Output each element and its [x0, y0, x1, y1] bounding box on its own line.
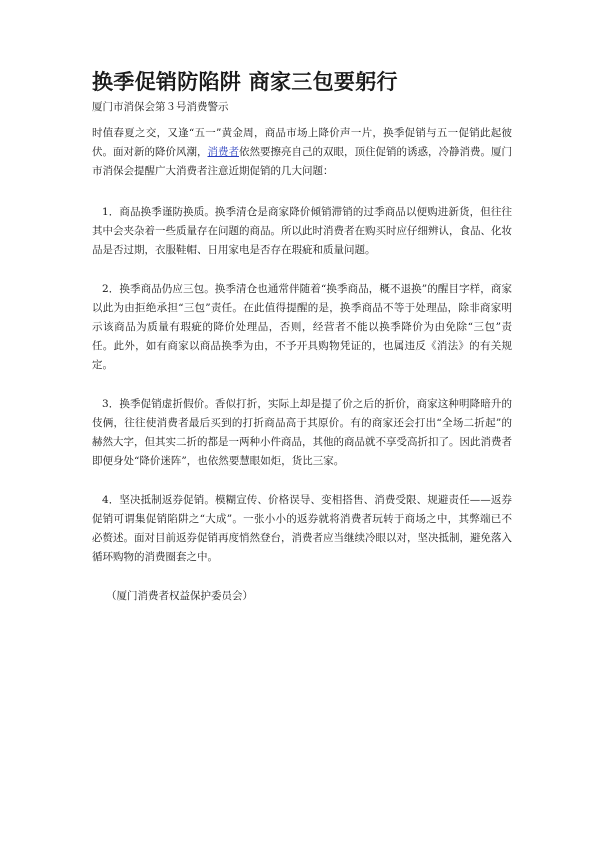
- point-paragraph-2: 2．换季商品仍应三包。换季清仓也通常伴随着“换季商品，概不退换”的醒目字样，商家以此为由拒绝承担“三包”责任。在此值得提醒的是，换季商品不等于处理品，除非商家明示该商品为质量有瑕疵的降价处理品，否则，经营者不能以换季降价为由免除“三包”责任。此外，如有商家以商品换季为由，不予开具购物凭证的，也属违反《消法》的有关规定。: [92, 283, 512, 371]
- document-subtitle: 厦门市消保会第３号消费警示: [92, 101, 229, 113]
- document-title: 换季促销防陷阱 商家三包要躬行: [92, 70, 398, 94]
- document-body: [92, 124, 512, 606]
- intro-paragraph: [92, 124, 512, 181]
- signature-line: （厦门消费者权益保护委员会）: [106, 590, 253, 602]
- point-paragraph-3: 3．换季促销虚折假价。香似打折，实际上却是提了价之后的折价，商家这种明降暗升的伎俩，往往使消费者最后买到的打折商品高于其原价。有的商家还会打出“全场二折起”的赫然大字，但其实二折的都是一两种小件商品，其他的商品就不享受高折扣了。因此消费者即便身处“降价迷阵”，也依然要慧眼如炬，货比三家。: [92, 398, 512, 467]
- intro-text-after: 依然要擦亮自己的双眼，顶住促销的诱惑，冷静消费。厦门市消保会提醒广大消费者注意近期促销的几大问题：: [92, 146, 512, 177]
- intro-text-before: 时值春夏之交，又逢“五一”黄金周，商品市场上降价声一片，换季促销与五一促销此起彼伏。面对新的降价风潮，: [92, 127, 512, 158]
- consumer-link[interactable]: 消费者: [207, 146, 239, 158]
- point-paragraph-1: 1．商品换季谨防换质。换季清仓是商家降价倾销滞销的过季商品以便购进新货，但往往其中会夹杂着一些质量存在问题的商品。所以此时消费者在购买时应仔细辨认，食品、化妆品是否过期，衣服鞋帽、日用家电是否存在瑕疵和质量问题。: [92, 206, 512, 256]
- point-paragraph-4: 4．坚决抵制返券促销。模糊宣传、价格误导、变相搭售、消费受限、规避责任——返券促销可谓集促销陷阱之“大成”。一张小小的返券就将消费者玩转于商场之中，其弊端已不必赘述。面对目前返券促销再度悄然登台，消费者应当继续冷眼以对，坚决抵制，避免落入循环购物的消费圈套之中。: [92, 494, 512, 563]
